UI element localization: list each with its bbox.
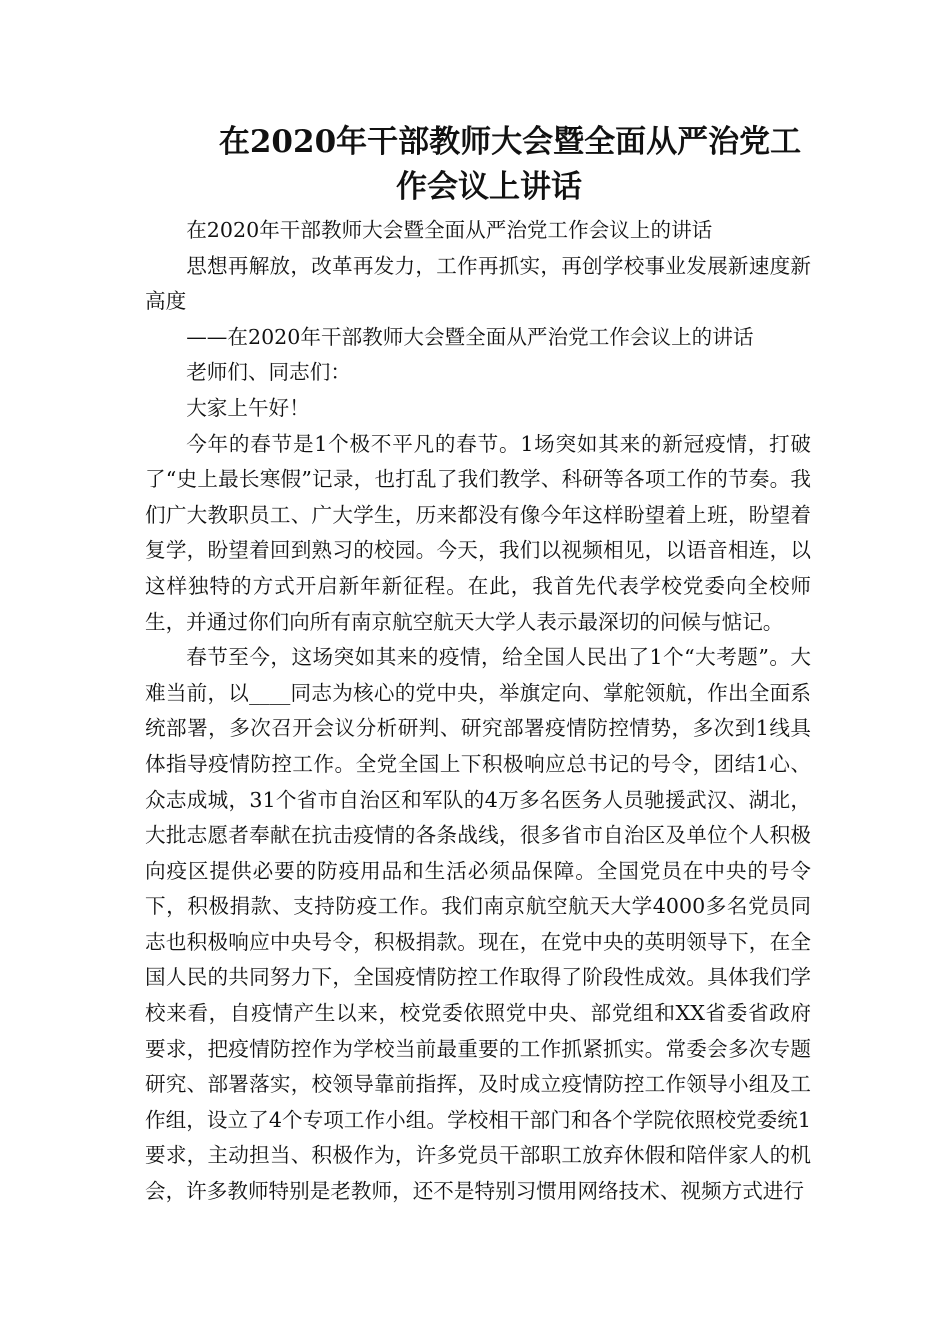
dash-subtitle-paragraph: ——在2020年干部教师大会暨全面从严治党工作会议上的讲话 xyxy=(186,324,754,349)
document-title-line-1: 在2020年干部教师大会暨全面从严治党工 xyxy=(218,124,802,160)
salutation-paragraph: 老师们、同志们： xyxy=(186,360,351,385)
document-title-line-2: 作会议上讲话 xyxy=(396,169,582,205)
subtitle-paragraph: 在2020年干部教师大会暨全面从严治党工作会议上的讲话 xyxy=(186,218,713,242)
body-paragraph: 今年的春节是1个极不平凡的春节。1场突如其来的新冠疫情，打破了“史上最长寒假”记录，也打乱了我们教学、科研等各项工作的节奏。我们广大教职员工、广大学生，历来都没有像今年这样盼望着上班，盼望着复学，盼望着回到熟习的校园。今天，我们以视频相见，以语音相连，以这样独特的方式开启新年新征程。在此，我首先代表学校党委向全校师生，并通过你们向所有南京航空航天大学人表示最深切的问候与惦记。 xyxy=(145,431,811,634)
greeting-paragraph: 大家上午好！ xyxy=(186,395,310,420)
body-paragraph: 春节至今，这场突如其来的疫情，给全国人民出了1个“大考题”。大难当前，以____同志为核心的党中央，举旗定向、掌舵领航，作出全面系统部署，多次召开会议分析研判、研究部署疫情防控情势，多次到1线具体指导疫情防控工作。全党全国上下积极响应总书记的号令，团结1心、众志成城，31个省市自治区和军队的4万多名医务人员驰援武汉、湖北，大批志愿者奉献在抗击疫情的各条战线，很多省市自治区及单位个人积极向疫区提供必要的防疫用品和生活必须品保障。全国党员在中央的号令下，积极捐款、支持防疫工作。我们南京航空航天大学4000多名党员同志也积极响应中央号令，积极捐款。现在，在党中央的英明领导下，在全国人民的共同努力下，全国疫情防控工作取得了阶段性成效。具体我们学校来看，自疫情产生以来，校党委依照党中央、部党组和XX省委省政府要求，把疫情防控作为学校当前最重要的工作抓紧抓实。常委会多次专题研究、部署落实，校领导靠前指挥，及时成立疫情防控工作领导小组及工作组，设立了4个专项工作小组。学校相干部门和各个学院依照校党委统1要求，主动担当、积极作为，许多党员干部职工放弃休假和陪伴家人的机会，许多教师特别是老教师，还不是特别习惯用网络技术、视频方式进行 xyxy=(145,645,811,1204)
theme-paragraph: 思想再解放，改革再发力，工作再抓实，再创学校事业发展新速度新高度 xyxy=(145,253,811,314)
document-body xyxy=(145,213,811,1210)
